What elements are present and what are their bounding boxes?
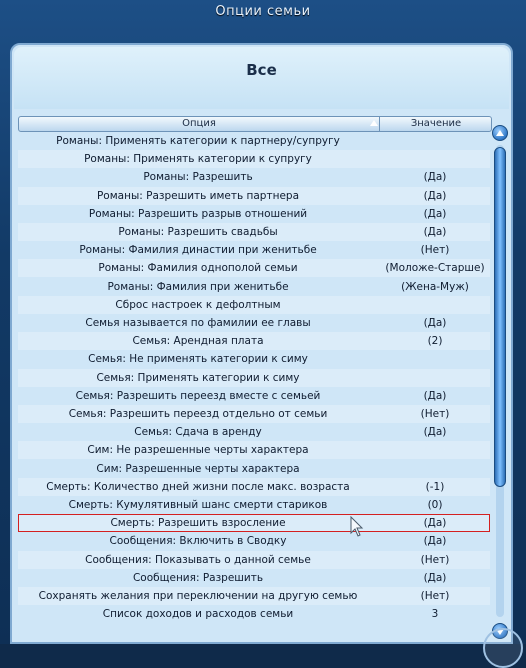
arrow-up-icon	[496, 130, 504, 136]
option-name: Сообщения: Включить в Сводку	[109, 535, 287, 548]
option-value: (Да)	[423, 226, 447, 238]
option-value: (Жена-Муж)	[401, 280, 469, 293]
option-name: Семья: Не применять категории к симу	[88, 353, 308, 366]
option-value: (Да)	[423, 571, 447, 584]
table-row[interactable]	[18, 369, 490, 387]
table-row[interactable]	[18, 223, 490, 241]
option-name: Романы: Разрешить иметь партнера	[96, 189, 300, 202]
option-name: Смерть: Разрешить взросление	[110, 517, 286, 530]
option-name: Романы: Разрешить разрыв отношений	[88, 207, 308, 220]
option-name: Семья: Разрешить переезд вместе с семьей	[75, 389, 321, 402]
table-row[interactable]	[18, 132, 490, 150]
table-row[interactable]	[18, 478, 490, 496]
table-row[interactable]	[18, 259, 490, 277]
option-name: Семья: Арендная плата	[132, 335, 264, 348]
option-value: (Да)	[423, 426, 447, 439]
option-name: Сим: Не разрешенные черты характера	[87, 444, 309, 457]
option-value: (Да)	[423, 189, 447, 202]
column-header-value[interactable]	[381, 117, 491, 131]
option-name: Сообщения: Показывать о данной семье	[85, 553, 311, 566]
option-value: (Да)	[423, 517, 447, 530]
option-name: Романы: Фамилия при женитьбе	[107, 280, 289, 293]
cursor-icon	[349, 516, 365, 538]
window-title: Опции семьи	[215, 4, 311, 19]
table-row[interactable]	[18, 241, 490, 259]
column-header-option[interactable]	[19, 117, 380, 131]
table-row[interactable]	[18, 187, 490, 205]
table-row[interactable]	[18, 514, 490, 532]
table-row[interactable]	[18, 150, 490, 168]
option-name: Список доходов и расходов семьи	[102, 608, 294, 621]
table-row[interactable]	[18, 587, 490, 605]
option-name: Романы: Применять категории к супругу	[84, 153, 312, 166]
table-row[interactable]	[18, 205, 490, 223]
option-value: (Нет)	[420, 408, 450, 420]
table-row[interactable]	[18, 532, 490, 550]
option-value: (Нет)	[420, 553, 450, 566]
table-row[interactable]	[18, 314, 490, 332]
option-value: 3	[431, 608, 439, 621]
option-name: Смерть: Количество дней жизни после макс. возраста	[46, 480, 350, 493]
table-row[interactable]	[18, 350, 490, 368]
table-row[interactable]	[18, 278, 490, 296]
column-header-value-label: Значение	[410, 118, 462, 129]
option-value: (Да)	[423, 317, 447, 329]
table-row[interactable]	[18, 605, 490, 623]
option-name: Сим: Разрешенные черты характера	[96, 462, 300, 475]
option-name: Романы: Фамилия династии при женитьбе	[79, 244, 317, 257]
table-row[interactable]	[18, 296, 490, 314]
option-value: (2)	[427, 335, 443, 348]
option-name: Романы: Разрешить	[143, 171, 253, 184]
vertical-scrollbar[interactable]	[492, 125, 508, 645]
option-name: Сброс настроек к дефолтным	[115, 298, 281, 311]
table-row[interactable]	[18, 569, 490, 587]
option-value: (0)	[427, 499, 443, 511]
option-value: (-1)	[425, 480, 445, 493]
option-value: (Моложе-Старше)	[385, 262, 485, 275]
option-name: Романы: Разрешить свадьбы	[118, 226, 278, 238]
table-row[interactable]	[18, 460, 490, 478]
table-row[interactable]	[18, 405, 490, 423]
option-name: Смерть: Кумулятивный шанс смерти стариков	[68, 499, 328, 511]
scroll-up-button[interactable]	[492, 125, 508, 141]
option-value: (Да)	[423, 207, 447, 220]
table-row[interactable]	[18, 551, 490, 569]
filter-header	[14, 47, 509, 109]
option-value: (Да)	[423, 389, 447, 402]
sort-asc-icon	[370, 120, 378, 126]
options-panel	[10, 43, 513, 644]
option-name: Семья: Применять категории к симу	[96, 371, 300, 384]
option-name: Романы: Фамилия однополой семьи	[98, 262, 298, 275]
option-value: (Нет)	[420, 590, 450, 602]
table-row[interactable]	[18, 496, 490, 514]
table-row[interactable]	[18, 441, 490, 459]
option-name: Романы: Применять категории к партнеру/супругу	[56, 135, 340, 147]
table-row[interactable]	[18, 387, 490, 405]
table-row[interactable]	[18, 332, 490, 350]
corner-decoration	[483, 628, 523, 668]
table-header	[18, 116, 492, 132]
filter-title: Все	[246, 61, 277, 79]
column-header-option-label: Опция	[182, 118, 216, 129]
option-name: Семья: Разрешить переезд отдельно от семьи	[68, 408, 328, 420]
option-value: (Да)	[423, 171, 447, 184]
option-name: Семья называется по фамилии ее главы	[85, 317, 311, 329]
table-row[interactable]	[18, 423, 490, 441]
option-name: Сообщения: Разрешить	[132, 571, 264, 584]
options-list	[18, 132, 490, 642]
table-row[interactable]	[18, 168, 490, 186]
option-value: (Да)	[423, 535, 447, 548]
option-value: (Нет)	[420, 244, 450, 257]
option-name: Семья: Сдача в аренду	[134, 426, 262, 439]
scroll-thumb[interactable]	[494, 147, 506, 487]
option-name: Сохранять желания при переключении на другую семью	[38, 590, 358, 602]
